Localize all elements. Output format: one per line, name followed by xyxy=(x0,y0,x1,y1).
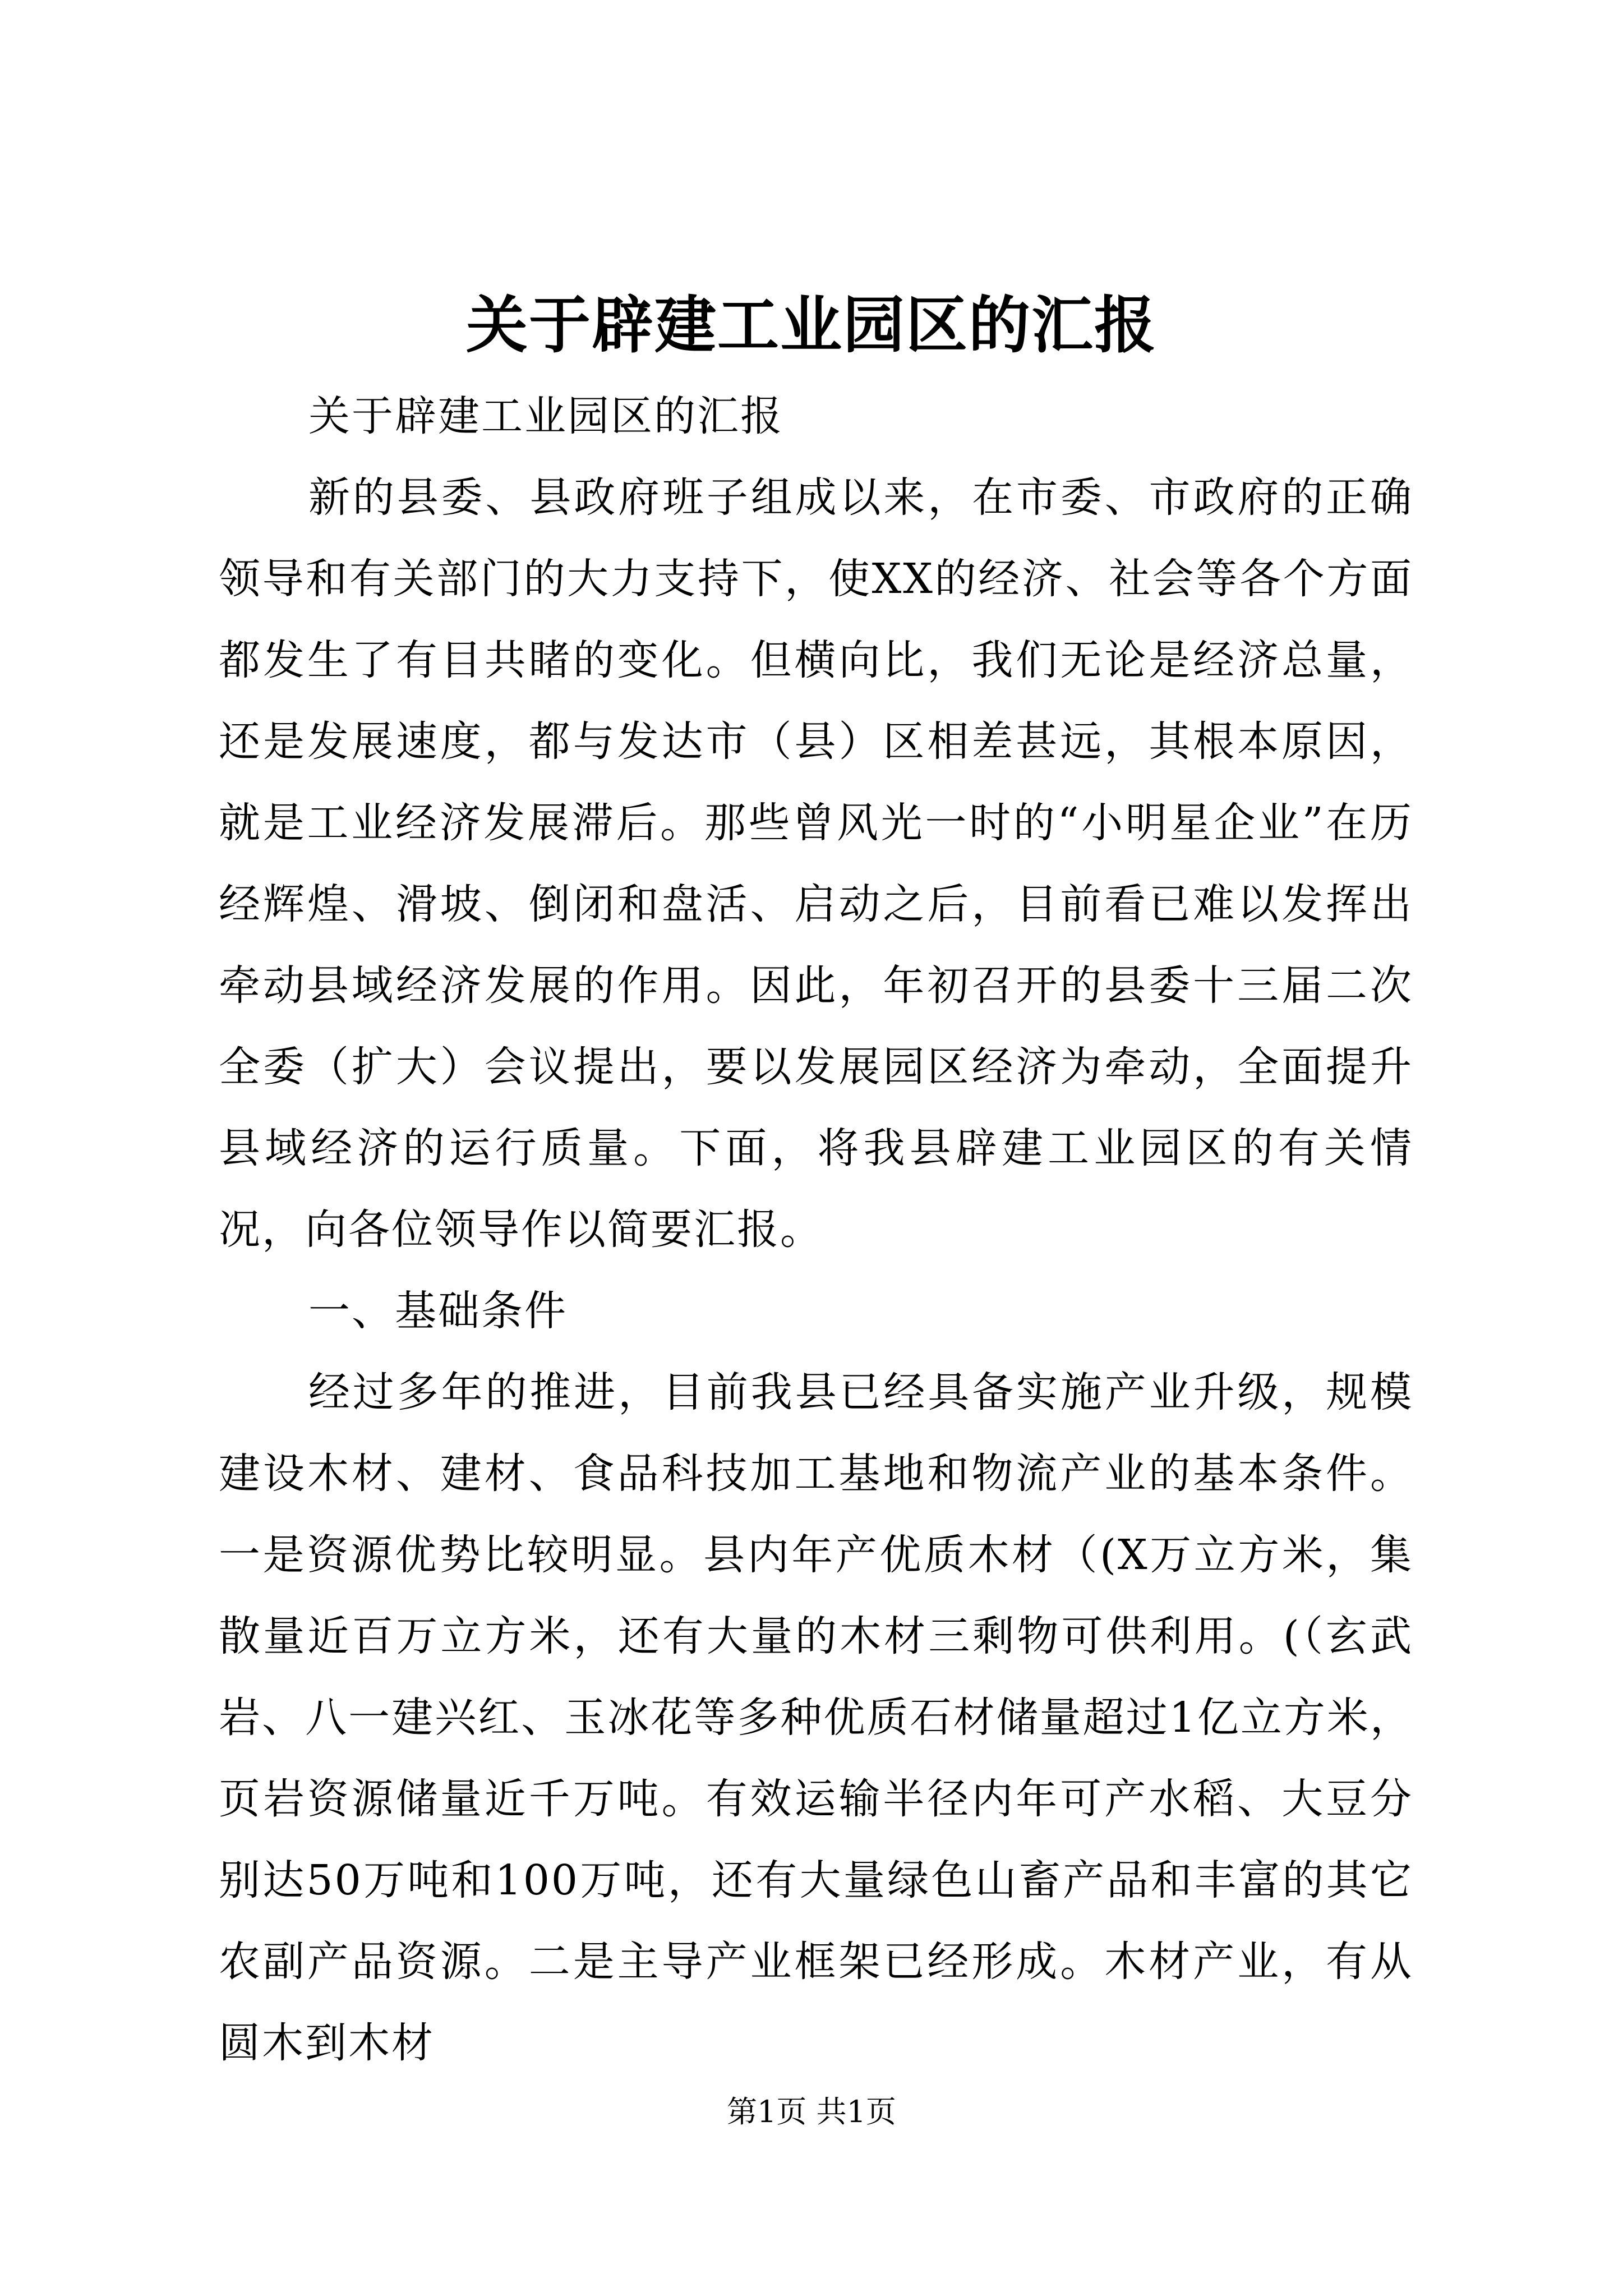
document-body xyxy=(219,376,1413,2084)
section-heading-basic-conditions: 一、基础条件 xyxy=(308,1287,568,1335)
document-title: 关于辟建工业园区的汇报 xyxy=(466,289,1157,361)
body-paragraph-intro: 新的县委、县政府班子组成以来，在市委、市政府的正确领导和有关部门的大力支持下，使XX的经济、社会等各个方面都发生了有目共睹的变化。但横向比，我们无论是经济总量，还是发展速度，都与发达市（县）区相差甚远，其根本原因，就是工业经济发展滞后。那些曾风光一时的“小明星企业”在历经辉煌、滑坡、倒闭和盘活、启动之后，目前看已难以发挥出牵动县域经济发展的作用。因此，年初召开的县委十三届二次全委（扩大）会议提出，要以发展园区经济为牵动，全面提升县域经济的运行质量。下面，将我县辟建工业园区的有关情况，向各位领导作以简要汇报。 xyxy=(219,473,1413,1254)
body-paragraph-subtitle: 关于辟建工业园区的汇报 xyxy=(308,392,783,440)
body-paragraph-conditions: 经过多年的推进，目前我县已经具备实施产业升级，规模建设木材、建材、食品科技加工基地和物流产业的基本条件。一是资源优势比较明显。县内年产优质木材（(X万立方米，集散量近百万立方米，还有大量的木材三剩物可供利用。(（玄武岩、八一建兴红、玉冰花等多种优质石材储量超过1亿立方米，页岩资源储量近千万吨。有效运输半径内年可产水稻、大豆分别达50万吨和100万吨，还有大量绿色山畜产品和丰富的其它农副产品资源。二是主导产业框架已经形成。木材产业，有从圆木到木材 xyxy=(219,1368,1413,2067)
page-footer: 第1页 共1页 xyxy=(727,2094,896,2129)
